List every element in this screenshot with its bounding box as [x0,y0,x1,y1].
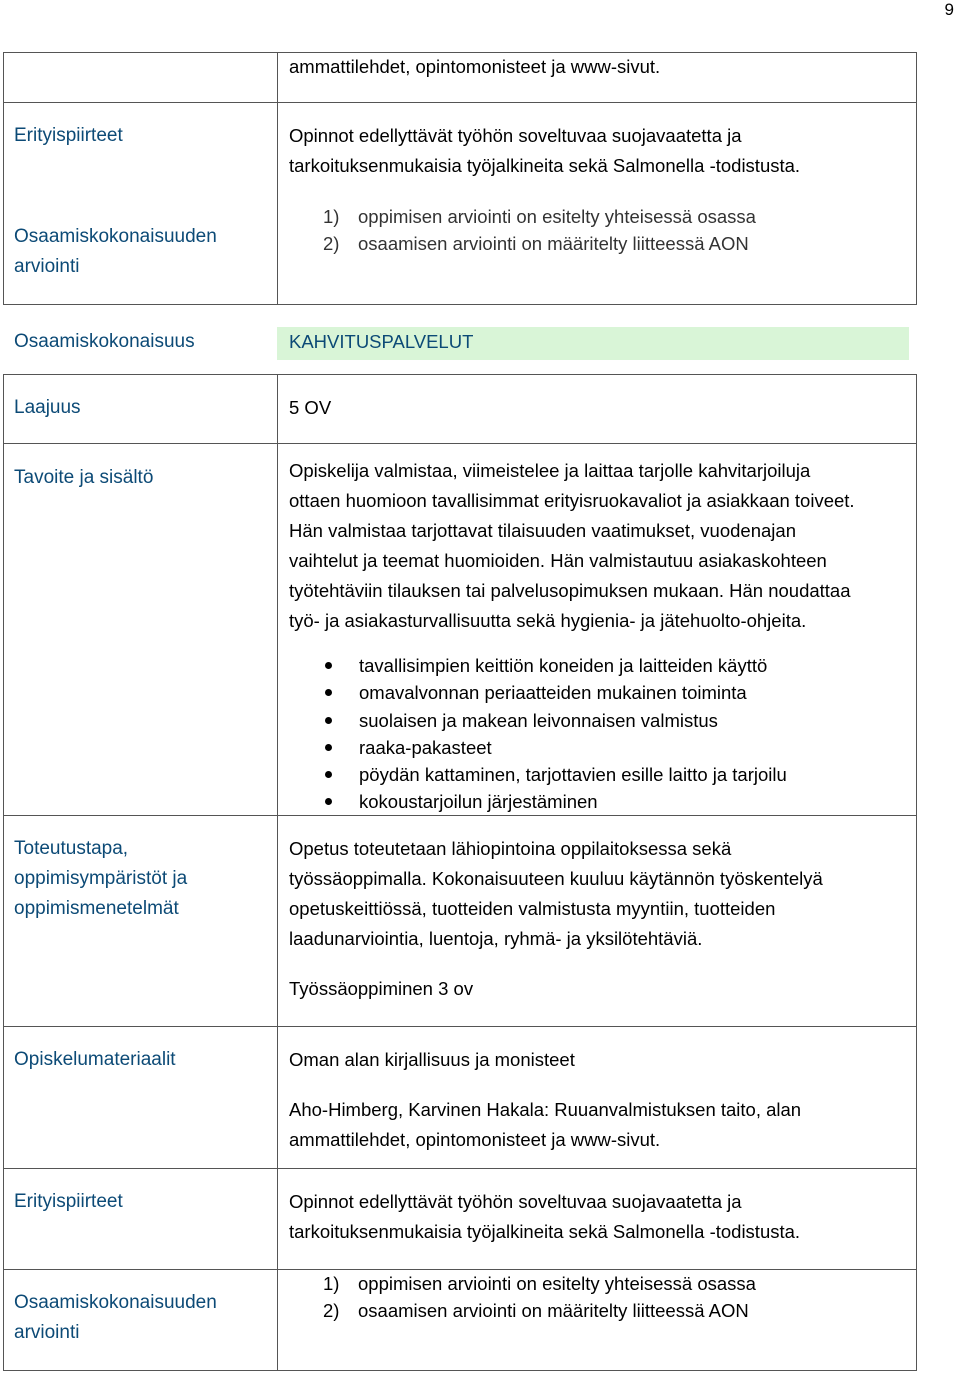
table2-scope-value: 5 OV [289,397,332,418]
table1-special-features-label: Erityispiirteet [14,125,123,146]
table1-assessment-label-line2: arviointi [14,256,80,277]
table1-top-cell-text: ammattilehdet, opintomonisteet ja www-sivut. [289,56,661,77]
table1-column-divider [277,52,278,305]
goals-text-line: vaihtelut ja teemat huomioiden. Hän valmistautuu asiakaskohteen [289,550,827,571]
table2-special-divider [3,1269,917,1270]
table1-row-divider [3,102,917,103]
table2-left-border [3,374,4,1371]
implementation-text-line: laadunarviointia, luentoja, ryhmä- ja yksilötehtäviä. [289,928,703,949]
table2-assessment-label-line2: arviointi [14,1322,80,1343]
goals-text-line: Hän valmistaa tarjottavat tilaisuuden vaatimukset, vuodenajan [289,520,796,541]
table2-implementation-divider [3,1026,917,1027]
list-item: tavallisimpien keittiön koneiden ja laitteiden käyttö [325,652,787,679]
list-item: 1) oppimisen arviointi on esitelty yhteisessä osassa [323,1273,756,1294]
materials-line3: ammattilehdet, opintomonisteet ja www-sivut. [289,1129,661,1150]
work-learning-text: Työssäoppiminen 3 ov [289,978,474,999]
table1-special-features-line1: Opinnot edellyttävät työhön soveltuvaa suojavaatetta ja [289,125,742,146]
table2-special-features-line1: Opinnot edellyttävät työhön soveltuvaa suojavaatetta ja [289,1191,742,1212]
table2-assessment-list [289,1271,756,1324]
goals-bullet-list [325,652,787,816]
goals-text-line: ottaen huomioon tavallisimmat erityisruokavaliot ja asiakkaan toiveet. [289,490,855,511]
table2-materials-divider [3,1168,917,1169]
table1-bottom-border [3,304,917,305]
table2-header-divider [3,374,917,375]
table2-assessment-label-line1: Osaamiskokonaisuuden [14,1292,217,1313]
implementation-text-line: opetuskeittiössä, tuotteiden valmistusta myyntiin, tuotteiden [289,898,776,919]
table2-scope-label: Laajuus [14,397,81,418]
list-item: suolaisen ja makean leivonnaisen valmistus [325,707,787,734]
implementation-text-line: työssäoppimalla. Kokonaisuuteen kuuluu käytännön työskentelyä [289,868,823,889]
table1-assessment-label-line1: Osaamiskokonaisuuden [14,226,217,247]
goals-text-line: työtehtäviin tilauksen tai palvelusopimuksen mukaan. Hän noudattaa [289,580,851,601]
materials-line2: Aho-Himberg, Karvinen Hakala: Ruuanvalmistuksen taito, alan [289,1099,802,1120]
materials-label: Opiskelumateriaalit [14,1049,176,1070]
list-item: pöydän kattaminen, tarjottavien esille laitto ja tarjoilu [325,761,787,788]
table2-bottom-border [3,1370,917,1371]
implementation-label-line: oppimisympäristöt ja [14,868,188,889]
list-item: 2) osaamisen arviointi on määritelty liitteessä AON [323,232,749,254]
table1-special-features-line2: tarkoituksenmukaisia työjalkineita sekä Salmonella -todistusta. [289,155,801,176]
list-item: omavalvonnan periaatteiden mukainen toiminta [325,679,787,706]
table1-right-border [916,52,917,305]
table2-header-label: Osaamiskokonaisuus [14,331,195,352]
table1-assessment-list [289,204,756,257]
table2-column-divider [277,374,278,1371]
table2-right-border [916,374,917,1371]
implementation-text-line: Opetus toteutetaan lähiopintoina oppilaitoksessa sekä [289,838,732,859]
implementation-label-line: Toteutustapa, [14,838,129,859]
table2-goals-label: Tavoite ja sisältö [14,467,154,488]
list-item: kokoustarjoilun järjestäminen [325,788,787,815]
goals-text-line: työ- ja asiakasturvallisuutta sekä hygienia- ja jätehuolto-ohjeita. [289,610,807,631]
page-number: 9 [944,0,954,19]
goals-text-line: Opiskelija valmistaa, viimeistelee ja laittaa tarjolle kahvitarjoiluja [289,460,811,481]
implementation-label-line: oppimismenetelmät [14,898,179,919]
table2-special-features-label: Erityispiirteet [14,1191,123,1212]
table2-special-features-line2: tarkoituksenmukaisia työjalkineita sekä Salmonella -todistusta. [289,1221,801,1242]
list-item: 2) osaamisen arviointi on määritelty liitteessä AON [323,1299,749,1321]
materials-line1: Oman alan kirjallisuus ja monisteet [289,1049,575,1070]
list-item: raaka-pakasteet [325,734,787,761]
table1-left-border [3,52,4,305]
table2-header-value: KAHVITUSPALVELUT [289,331,474,352]
list-item: 1) oppimisen arviointi on esitelty yhteisessä osassa [323,206,756,227]
table2-scope-divider [3,443,917,444]
